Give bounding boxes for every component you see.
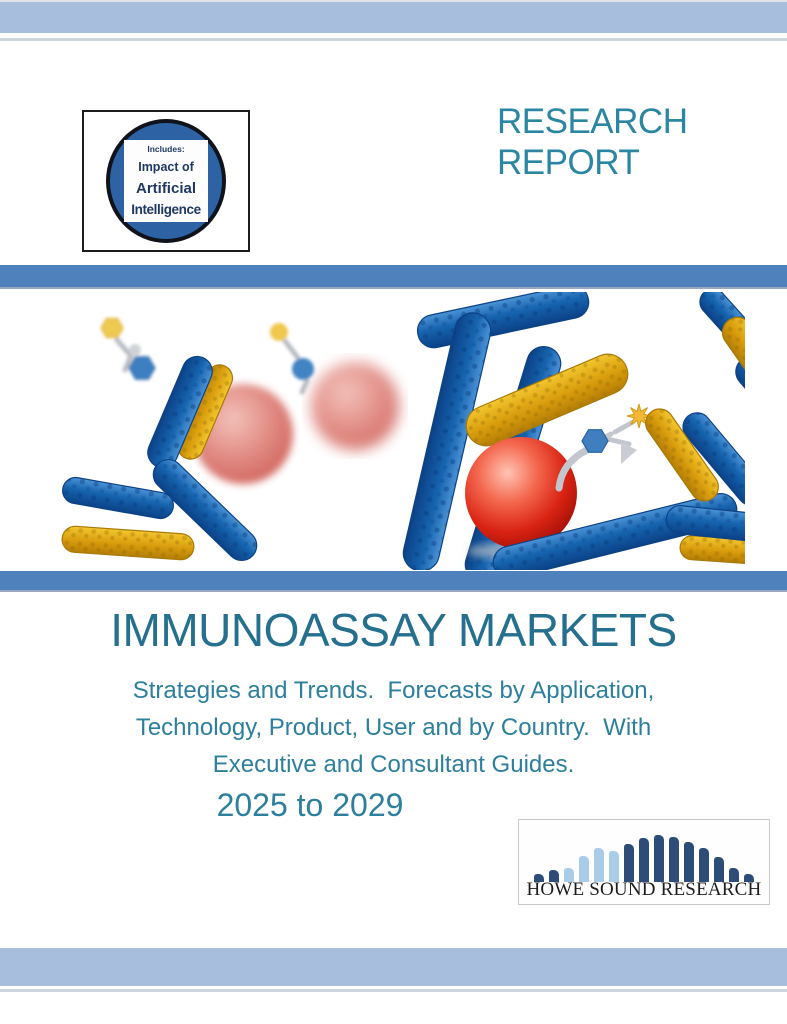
logo-bar <box>699 848 709 882</box>
page-subtitle <box>0 672 787 783</box>
conjugate-molecule-middle <box>270 323 314 392</box>
bottom-thin-rule <box>0 989 787 992</box>
logo-bar <box>669 837 679 882</box>
report-type-heading <box>497 101 687 183</box>
bar-mountain-logo-icon <box>534 835 754 882</box>
lower-middle-accent-bar <box>0 571 787 592</box>
subtitle-line-3: Executive and Consultant Guides. <box>212 751 575 778</box>
ai-badge-panel <box>124 140 208 222</box>
publisher-name: HOWE SOUND RESEARCH <box>526 879 762 900</box>
logo-bar <box>624 844 634 882</box>
report-type-line1: RESEARCH <box>497 102 688 141</box>
publisher-logo <box>518 819 770 905</box>
logo-bar <box>594 848 604 882</box>
logo-bar <box>609 851 619 882</box>
subtitle-line-2: Technology, Product, User and by Country. With <box>135 714 652 741</box>
forecast-date-range: 2025 to 2029 <box>216 787 404 823</box>
report-type-line2: REPORT <box>497 143 640 182</box>
subtitle-line-1: Strategies and Trends. Forecasts by Application, <box>132 677 655 704</box>
logo-bar <box>684 842 694 882</box>
logo-bar <box>654 835 664 882</box>
ai-badge <box>82 110 250 252</box>
ai-badge-line1: Impact of <box>138 160 194 174</box>
top-accent-bar <box>0 2 787 33</box>
antibody-immunoassay-art <box>55 292 745 570</box>
bottom-accent-bar <box>0 948 787 986</box>
page-title: IMMUNOASSAY MARKETS <box>110 604 677 656</box>
ai-badge-line2: Artificial <box>135 180 196 197</box>
top-thin-rule <box>0 38 787 41</box>
upper-middle-accent-bar <box>0 265 787 289</box>
ai-badge-line3: Intelligence <box>131 202 201 217</box>
ai-badge-includes-label: Includes: <box>147 144 185 154</box>
conjugate-molecule-left <box>101 319 155 380</box>
logo-bar <box>639 838 649 882</box>
